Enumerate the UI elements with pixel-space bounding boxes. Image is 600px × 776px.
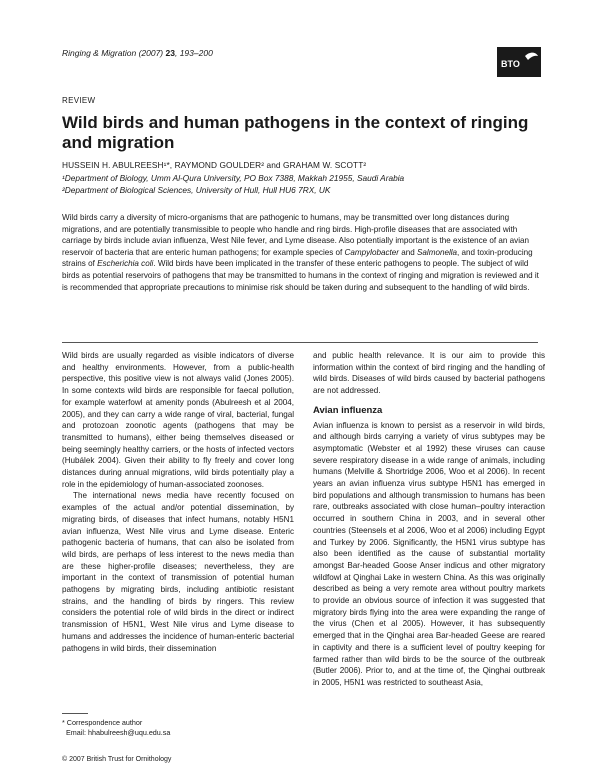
abstract-species: Escherichia coli — [97, 259, 154, 269]
abstract — [62, 212, 546, 293]
journal-pages: , 193–200 — [174, 48, 213, 58]
abstract-text: Wild birds carry a diversity of micro-organisms that are pathogenic to humans, may be transmitted over long distances during migrations, and are potentially transmissible to people who handle and ring birds. High-profile diseases that are associated with carriage by birds include avian influenza, West Nile fever, and Lyme disease. Also potentially important is the existence of an avian reservoir of bacteria that are enteric human pathogens; for example species of — [62, 213, 529, 257]
logo-text: BTO — [501, 59, 520, 69]
right-column — [313, 350, 545, 689]
correspondence-email: Email: hhabulreesh@uqu.edu.sa — [66, 728, 171, 737]
abstract-divider — [62, 342, 538, 343]
section-label: REVIEW — [62, 96, 96, 105]
correspondence-note: * Correspondence author — [62, 718, 143, 727]
copyright: © 2007 British Trust for Ornithology — [62, 756, 172, 763]
affiliation-1: ¹Department of Biology, Umm Al-Qura University, PO Box 7388, Makkah 21955, Saudi Arabia — [62, 173, 405, 183]
footnote-divider — [62, 713, 88, 714]
abstract-text: , and toxin-producing strains of — [62, 247, 533, 269]
article-title: Wild birds and human pathogens in the context of ringing and migration — [62, 113, 529, 152]
body-paragraph: and public health relevance. It is our aim to provide this information within the context of bird ringing and the handling of wild birds. Diseases of wild birds caused by bacterial pathogens are not addressed. — [313, 351, 545, 396]
body-paragraph: The international news media have recently focused on examples of the actual and/or potential dissemination, by migrating birds, of diseases that infect humans, notably H5N1 avian influenza, West Nile virus and Lyme disease. Enteric pathogenic bacteria of humans, that can also be isolated from wild birds, are perhaps of less interest to the news media than are these higher-profile diseases; nevertheless, they are important in the context of transmission of potential human pathogens by migrating birds, including antibiotic resistant strains, and the handling of birds by ringers. This review considers the potential role of wild birds in the direct or indirect transmission of H5N1, West Nile virus and Lyme disease to humans and addresses the incidence of human-enteric bacterial pathogens in wild birds, their dissemination — [62, 491, 294, 653]
left-column — [62, 350, 294, 654]
abstract-text: . Wild birds have been implicated in the transfer of these enteric pathogens to people. The subject of wild birds as potential reservoirs of pathogens that may be transmitted to humans in the context of ringing and migration is reviewed and it is recommended that appropriate precautions to minimise risk should be taken during and subsequent to the handling of wild birds. — [62, 259, 539, 292]
body-paragraph: Wild birds are usually regarded as visible indicators of diverse and healthy environments. However, from a public-health perspective, this positive view is not always valid (Jones 2005). In some contexts wild birds are responsible for faecal pollution, for example waterfowl at amenity ponds (Abulreesh et al 2004, 2005), and they can carry a wide range of viral, bacterial, fungal and protozoan zoonotic agents (pathogens that may be transmitted to humans), either being themselves diseased or being seemingly healthy carriers, or the hosts of infected vectors (Hubálek 2004). Given their ability to fly freely and cover long distances during annual migrations, wild birds potentially play a role in the epidemiology of human-associated zoonoses. — [62, 351, 294, 489]
section-heading: Avian influenza — [313, 404, 383, 416]
journal-citation — [62, 48, 213, 58]
abstract-text: and — [398, 247, 417, 257]
abstract-genus: Campylobacter — [344, 247, 399, 257]
authors: HUSSEIN H. ABULREESH¹*, RAYMOND GOULDER² and GRAHAM W. SCOTT² — [62, 160, 367, 170]
journal-name: Ringing & Migration — [62, 48, 137, 58]
abstract-genus: Salmonella — [417, 247, 458, 257]
bto-logo — [497, 47, 541, 77]
journal-volume: 23 — [165, 48, 175, 58]
body-paragraph: Avian influenza is known to persist as a reservoir in wild birds, and although birds carrying a variety of virus subtypes may be asymptomatic (Webster et al 1992) these viruses can cause severe respiratory disease in a wide range of animals, including humans (Melville & Shortridge 2006, Woo et al 2006). In recent years an avian influenza virus subtype H5N1 has emerged in bird populations and although transmission to humans has been rare, outbreaks associated with close human–poultry interaction occurred in southern China in 2003, and in several other countries (Steensels et al 2006, Woo et al 2006) including Egypt and Turkey by 2006. Significantly, the H5N1 virus subtype has also been identified as the cause of substantial mortality amongst Bar-headed Goose Anser indicus and other migratory wildfowl at Qinghai Lake in western China. As this was originally described as being a very remote area without poultry markets to provide an obvious source of infection it was suggested that migratory birds flying into the area were expanding the range of the virus (Chen et al 2005). However, it has subsequently emerged that in the Qinghai area Bar-headed Geese are reared in captivity and there is a sufficient level of poultry keeping for farmed rather than wild birds to be the source of the outbreak (Butler 2006). Prior to, and at the time of, the Qinghai outbreak in 2005, H5N1 was restricted to southeast Asia, — [313, 420, 545, 687]
affiliation-2: ²Department of Biological Sciences, University of Hull, Hull HU6 7RX, UK — [62, 185, 331, 195]
journal-year: (2007) — [138, 48, 164, 58]
